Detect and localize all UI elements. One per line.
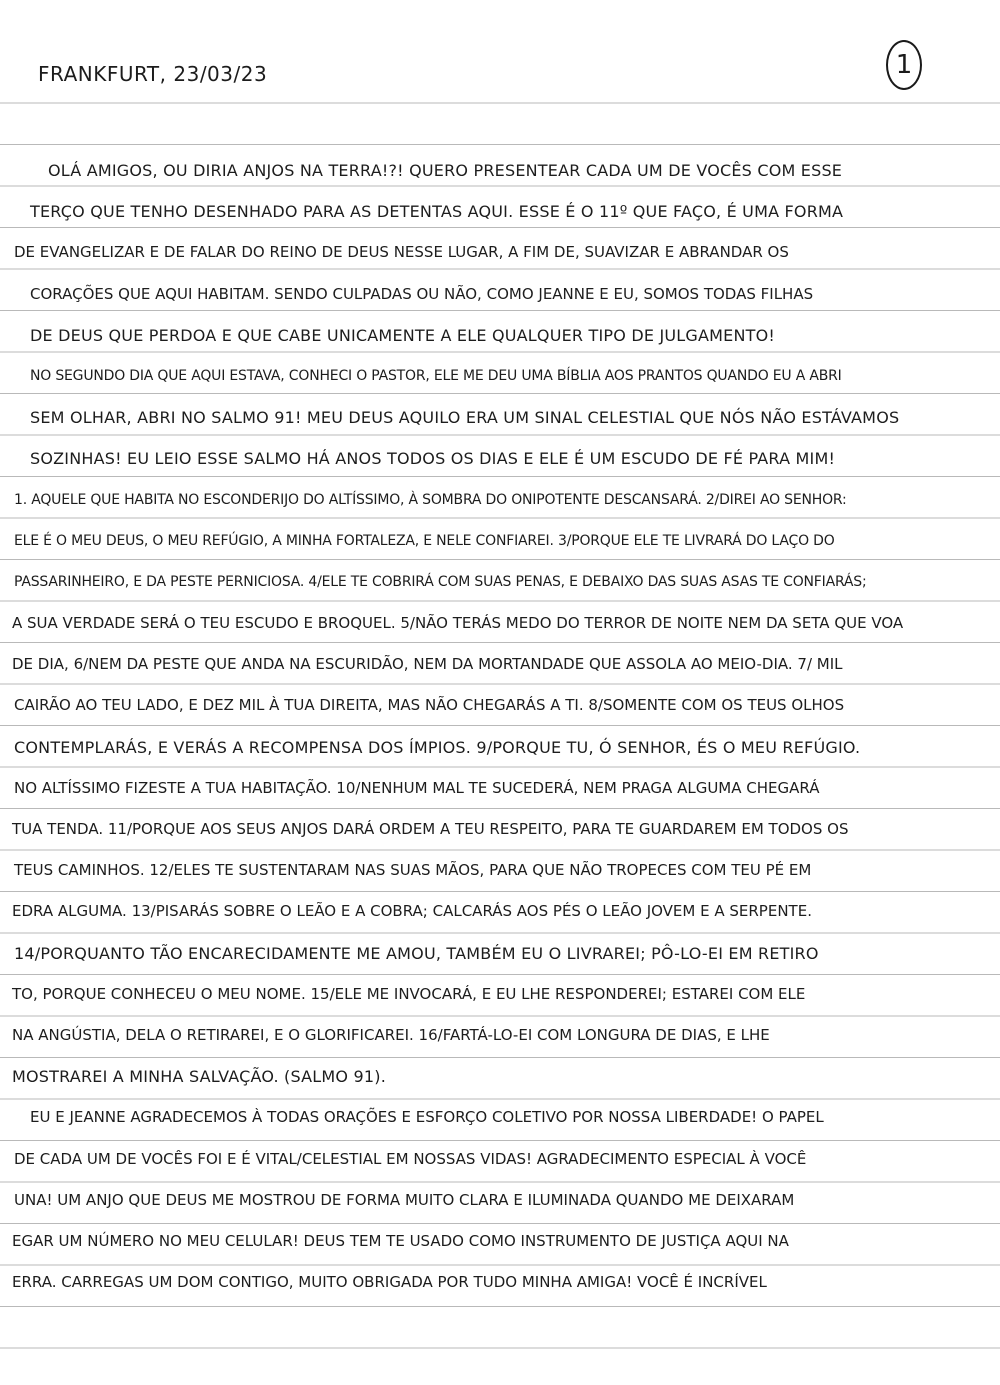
letter-line: NO SEGUNDO DIA QUE AQUI ESTAVA, CONHECI O PASTOR, ELE ME DEU UMA BÍBLIA AOS PRANTOS QUANDO EU A ABRI [30, 367, 842, 384]
letter-line: DE DEUS QUE PERDOA E QUE CABE UNICAMENTE A ELE QUALQUER TIPO DE JULGAMENTO! [30, 325, 776, 345]
letter-date-header: FRANKFURT, 23/03/23 [38, 62, 268, 86]
letter-line: 1. AQUELE QUE HABITA NO ESCONDERIJO DO ALTÍSSIMO, À SOMBRA DO ONIPOTENTE DESCANSARÁ. 2/DIREI AO SENHOR: [14, 491, 847, 508]
letter-line: A SUA VERDADE SERÁ O TEU ESCUDO E BROQUEL. 5/NÃO TERÁS MEDO DO TERROR DE NOITE NEM DA SETA QUE VOA [12, 614, 904, 633]
letter-line: TO, PORQUE CONHECEU O MEU NOME. 15/ELE ME INVOCARÁ, E EU LHE RESPONDEREI; ESTAREI COM ELE [12, 984, 806, 1003]
letter-line: CORAÇÕES QUE AQUI HABITAM. SENDO CULPADAS OU NÃO, COMO JEANNE E EU, SOMOS TODAS FILHAS [30, 284, 814, 303]
letter-line: TEUS CAMINHOS. 12/ELES TE SUSTENTARAM NAS SUAS MÃOS, PARA QUE NÃO TROPECES COM TEU PÉ EM [14, 861, 812, 880]
letter-line: TERÇO QUE TENHO DESENHADO PARA AS DETENTAS AQUI. ESSE É O 11º QUE FAÇO, É UMA FORMA [30, 202, 844, 222]
letter-line: MOSTRAREI A MINHA SALVAÇÃO. (SALMO 91). [12, 1067, 386, 1087]
letter-line: NO ALTÍSSIMO FIZESTE A TUA HABITAÇÃO. 10/NENHUM MAL TE SUCEDERÁ, NEM PRAGA ALGUMA CHEGARÁ [14, 778, 820, 797]
letter-line: ELE É O MEU DEUS, O MEU REFÚGIO, A MINHA FORTALEZA, E NELE CONFIAREI. 3/PORQUE ELE TE LIVRARÁ DO LAÇO DO [14, 532, 835, 549]
letter-line: EU E JEANNE AGRADECEMOS À TODAS ORAÇÕES E ESFORÇO COLETIVO POR NOSSA LIBERDADE! O PAPEL [30, 1108, 824, 1127]
letter-line: TUA TENDA. 11/PORQUE AOS SEUS ANJOS DARÁ ORDEM A TEU RESPEITO, PARA TE GUARDAREM EM TODOS OS [12, 820, 849, 838]
page-number-circle: 1 [886, 40, 922, 90]
letter-line: DE EVANGELIZAR E DE FALAR DO REINO DE DEUS NESSE LUGAR, A FIM DE, SUAVIZAR E ABRANDAR OS [14, 243, 789, 262]
letter-line: SOZINHAS! EU LEIO ESSE SALMO HÁ ANOS TODOS OS DIAS E ELE É UM ESCUDO DE FÉ PARA MIM! [30, 449, 836, 469]
letter-line: SEM OLHAR, ABRI NO SALMO 91! MEU DEUS AQUILO ERA UM SINAL CELESTIAL QUE NÓS NÃO ESTÁVAMOS [30, 408, 900, 428]
letter-line: DE DIA, 6/NEM DA PESTE QUE ANDA NA ESCURIDÃO, NEM DA MORTANDADE QUE ASSOLA AO MEIO-DIA. 7/ MIL [12, 655, 843, 674]
letter-line: CAIRÃO AO TEU LADO, E DEZ MIL À TUA DIREITA, MAS NÃO CHEGARÁS A TI. 8/SOMENTE COM OS TEUS OLHOS [14, 696, 845, 715]
letter-line: DE CADA UM DE VOCÊS FOI E É VITAL/CELESTIAL EM NOSSAS VIDAS! AGRADECIMENTO ESPECIAL À VOCÊ [14, 1149, 807, 1168]
letter-body [0, 150, 1000, 1303]
letter-line: EDRA ALGUMA. 13/PISARÁS SOBRE O LEÃO E A COBRA; CALCARÁS AOS PÉS O LEÃO JOVEM E A SERPENTE. [12, 902, 812, 921]
letter-line: EGAR UM NÚMERO NO MEU CELULAR! DEUS TEM TE USADO COMO INSTRUMENTO DE JUSTIÇA AQUI NA [12, 1231, 789, 1250]
letter-line: NA ANGÚSTIA, DELA O RETIRAREI, E O GLORIFICAREI. 16/FARTÁ-LO-EI COM LONGURA DE DIAS, E LHE [12, 1025, 770, 1044]
letter-line: UNA! UM ANJO QUE DEUS ME MOSTROU DE FORMA MUITO CLARA E ILUMINADA QUANDO ME DEIXARAM [14, 1190, 795, 1209]
letter-line: CONTEMPLARÁS, E VERÁS A RECOMPENSA DOS ÍMPIOS. 9/PORQUE TU, Ó SENHOR, ÉS O MEU REFÚGIO. [14, 737, 861, 757]
letter-line: 14/PORQUANTO TÃO ENCARECIDAMENTE ME AMOU, TAMBÉM EU O LIVRAREI; PÔ-LO-EI EM RETIRO [14, 943, 819, 963]
letter-line: ERRA. CARREGAS UM DOM CONTIGO, MUITO OBRIGADA POR TUDO MINHA AMIGA! VOCÊ É INCRÍVEL [12, 1273, 767, 1292]
letter-line: OLÁ AMIGOS, OU DIRIA ANJOS NA TERRA!?! QUERO PRESENTEAR CADA UM DE VOCÊS COM ESSE [48, 161, 843, 180]
letter-line: PASSARINHEIRO, E DA PESTE PERNICIOSA. 4/ELE TE COBRIRÁ COM SUAS PENAS, E DEBAIXO DAS SUAS ASAS TE CONFIARÁS; [14, 573, 867, 590]
